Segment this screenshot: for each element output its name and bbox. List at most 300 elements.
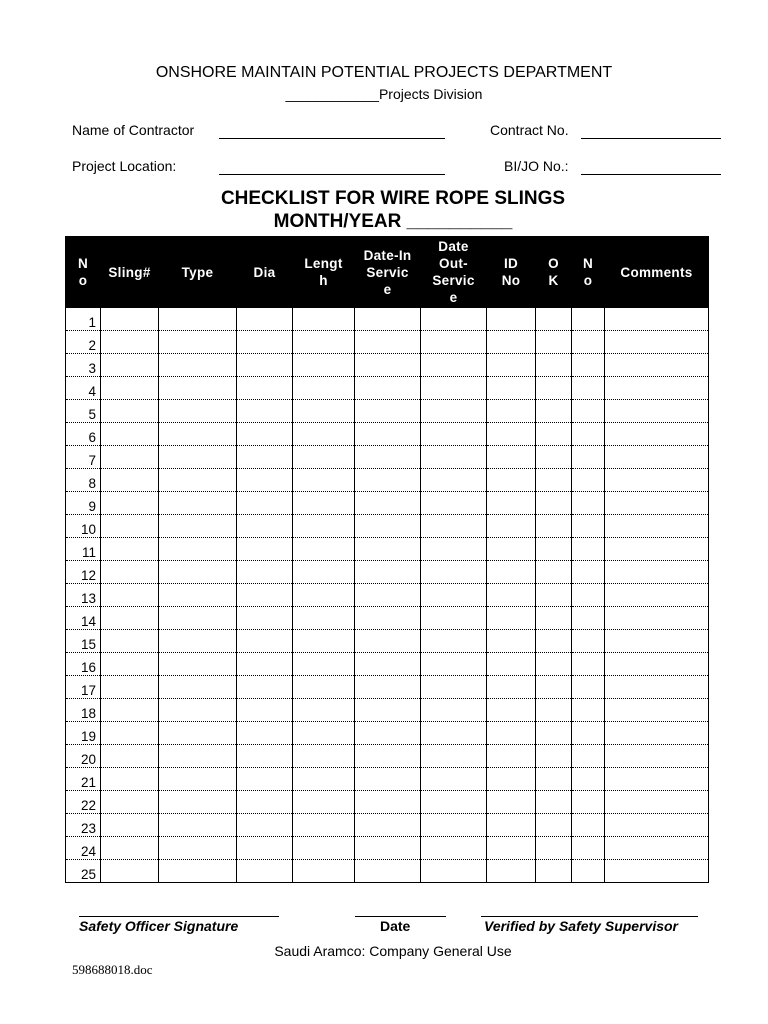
checklist-table xyxy=(65,236,709,883)
table-cell[interactable] xyxy=(536,561,572,584)
table-cell[interactable] xyxy=(159,308,237,331)
table-cell[interactable] xyxy=(293,331,355,354)
row-number: 1 xyxy=(66,308,101,331)
table-cell[interactable] xyxy=(159,630,237,653)
table-row xyxy=(66,745,709,768)
table-cell[interactable] xyxy=(572,699,605,722)
table-cell[interactable] xyxy=(487,423,536,446)
table-cell[interactable] xyxy=(572,837,605,860)
table-cell[interactable] xyxy=(487,492,536,515)
table-cell[interactable] xyxy=(536,676,572,699)
table-cell[interactable] xyxy=(421,860,487,883)
table-cell[interactable] xyxy=(487,354,536,377)
table-cell[interactable] xyxy=(293,515,355,538)
table-cell[interactable] xyxy=(536,699,572,722)
table-cell[interactable] xyxy=(159,515,237,538)
table-cell[interactable] xyxy=(536,768,572,791)
table-cell[interactable] xyxy=(159,446,237,469)
table-row xyxy=(66,331,709,354)
table-cell[interactable] xyxy=(605,745,709,768)
table-cell[interactable] xyxy=(605,814,709,837)
table-row xyxy=(66,584,709,607)
table-cell[interactable] xyxy=(572,400,605,423)
table-cell[interactable] xyxy=(572,423,605,446)
table-cell[interactable] xyxy=(101,308,159,331)
table-row xyxy=(66,607,709,630)
table-cell[interactable] xyxy=(487,676,536,699)
table-row xyxy=(66,791,709,814)
table-cell[interactable] xyxy=(487,377,536,400)
table-cell[interactable] xyxy=(237,630,293,653)
row-number: 7 xyxy=(66,446,101,469)
table-cell[interactable] xyxy=(159,814,237,837)
table-cell[interactable] xyxy=(293,699,355,722)
table-cell[interactable] xyxy=(605,377,709,400)
table-cell[interactable] xyxy=(237,745,293,768)
table-cell[interactable] xyxy=(159,492,237,515)
row-number: 21 xyxy=(66,768,101,791)
table-cell[interactable] xyxy=(536,400,572,423)
table-cell[interactable] xyxy=(572,469,605,492)
table-cell[interactable] xyxy=(536,515,572,538)
table-cell[interactable] xyxy=(355,699,421,722)
table-cell[interactable] xyxy=(293,676,355,699)
table-cell[interactable] xyxy=(237,607,293,630)
table-row xyxy=(66,630,709,653)
row-number: 8 xyxy=(66,469,101,492)
table-cell[interactable] xyxy=(605,653,709,676)
table-cell[interactable] xyxy=(355,354,421,377)
table-cell[interactable] xyxy=(293,538,355,561)
table-cell[interactable] xyxy=(237,423,293,446)
table-cell[interactable] xyxy=(101,860,159,883)
table-cell[interactable] xyxy=(572,768,605,791)
table-cell[interactable] xyxy=(159,607,237,630)
table-cell[interactable] xyxy=(237,538,293,561)
table-cell[interactable] xyxy=(159,837,237,860)
table-cell[interactable] xyxy=(572,515,605,538)
contractor-label: Name of Contractor xyxy=(72,122,195,138)
header-no: N o xyxy=(66,237,101,308)
table-cell[interactable] xyxy=(101,538,159,561)
table-cell[interactable] xyxy=(293,745,355,768)
table-cell[interactable] xyxy=(101,630,159,653)
table-cell[interactable] xyxy=(487,722,536,745)
table-body xyxy=(66,308,709,883)
table-cell[interactable] xyxy=(101,722,159,745)
table-cell[interactable] xyxy=(536,538,572,561)
table-cell[interactable] xyxy=(101,584,159,607)
table-cell[interactable] xyxy=(572,745,605,768)
table-cell[interactable] xyxy=(487,699,536,722)
table-cell[interactable] xyxy=(237,584,293,607)
table-cell[interactable] xyxy=(605,722,709,745)
table-cell[interactable] xyxy=(237,722,293,745)
table-cell[interactable] xyxy=(536,446,572,469)
table-cell[interactable] xyxy=(487,400,536,423)
table-cell[interactable] xyxy=(293,308,355,331)
table-cell[interactable] xyxy=(421,607,487,630)
table-cell[interactable] xyxy=(355,607,421,630)
table-cell[interactable] xyxy=(237,354,293,377)
table-cell[interactable] xyxy=(421,377,487,400)
table-cell[interactable] xyxy=(159,331,237,354)
table-cell[interactable] xyxy=(237,308,293,331)
table-cell[interactable] xyxy=(237,860,293,883)
table-cell[interactable] xyxy=(421,308,487,331)
table-cell[interactable] xyxy=(101,354,159,377)
table-cell[interactable] xyxy=(572,676,605,699)
table-cell[interactable] xyxy=(605,699,709,722)
row-number: 15 xyxy=(66,630,101,653)
table-cell[interactable] xyxy=(355,768,421,791)
table-cell[interactable] xyxy=(293,446,355,469)
supervisor-signature-line[interactable] xyxy=(481,916,698,917)
row-number: 13 xyxy=(66,584,101,607)
table-cell[interactable] xyxy=(487,653,536,676)
table-cell[interactable] xyxy=(355,791,421,814)
table-cell[interactable] xyxy=(487,469,536,492)
table-cell[interactable] xyxy=(572,446,605,469)
table-cell[interactable] xyxy=(293,814,355,837)
table-cell[interactable] xyxy=(293,400,355,423)
table-cell[interactable] xyxy=(421,561,487,584)
table-cell[interactable] xyxy=(421,745,487,768)
table-cell[interactable] xyxy=(536,630,572,653)
table-cell[interactable] xyxy=(421,446,487,469)
table-cell[interactable] xyxy=(101,791,159,814)
table-cell[interactable] xyxy=(421,722,487,745)
table-cell[interactable] xyxy=(536,423,572,446)
table-cell[interactable] xyxy=(536,745,572,768)
table-cell[interactable] xyxy=(572,377,605,400)
table-cell[interactable] xyxy=(605,860,709,883)
table-cell[interactable] xyxy=(487,308,536,331)
table-cell[interactable] xyxy=(159,423,237,446)
table-cell[interactable] xyxy=(487,745,536,768)
table-row xyxy=(66,446,709,469)
table-cell[interactable] xyxy=(237,768,293,791)
header-no-status: N o xyxy=(572,237,605,308)
table-cell[interactable] xyxy=(355,722,421,745)
table-cell[interactable] xyxy=(355,584,421,607)
table-cell[interactable] xyxy=(421,630,487,653)
table-cell[interactable] xyxy=(572,814,605,837)
table-cell[interactable] xyxy=(487,446,536,469)
table-cell[interactable] xyxy=(101,492,159,515)
table-cell[interactable] xyxy=(355,745,421,768)
checklist-title: CHECKLIST FOR WIRE ROPE SLINGS xyxy=(220,188,566,209)
row-number: 23 xyxy=(66,814,101,837)
row-number: 4 xyxy=(66,377,101,400)
table-row xyxy=(66,515,709,538)
table-cell[interactable] xyxy=(572,653,605,676)
table-cell[interactable] xyxy=(101,768,159,791)
table-cell[interactable] xyxy=(293,354,355,377)
table-cell[interactable] xyxy=(421,653,487,676)
row-number: 19 xyxy=(66,722,101,745)
table-cell[interactable] xyxy=(293,377,355,400)
table-cell[interactable] xyxy=(101,400,159,423)
table-cell[interactable] xyxy=(159,377,237,400)
table-cell[interactable] xyxy=(101,745,159,768)
table-cell[interactable] xyxy=(572,538,605,561)
table-cell[interactable] xyxy=(487,860,536,883)
table-cell[interactable] xyxy=(421,354,487,377)
table-row xyxy=(66,377,709,400)
table-cell[interactable] xyxy=(572,791,605,814)
table-cell[interactable] xyxy=(487,837,536,860)
table-cell[interactable] xyxy=(293,722,355,745)
table-cell[interactable] xyxy=(355,423,421,446)
table-row xyxy=(66,860,709,883)
table-cell[interactable] xyxy=(536,377,572,400)
table-cell[interactable] xyxy=(536,584,572,607)
table-cell[interactable] xyxy=(572,722,605,745)
table-cell[interactable] xyxy=(355,561,421,584)
row-number: 5 xyxy=(66,400,101,423)
table-cell[interactable] xyxy=(487,607,536,630)
table-cell[interactable] xyxy=(572,331,605,354)
table-cell[interactable] xyxy=(355,469,421,492)
table-cell[interactable] xyxy=(355,676,421,699)
table-cell[interactable] xyxy=(159,354,237,377)
table-cell[interactable] xyxy=(101,469,159,492)
table-cell[interactable] xyxy=(572,584,605,607)
table-cell[interactable] xyxy=(421,331,487,354)
table-cell[interactable] xyxy=(237,653,293,676)
table-cell[interactable] xyxy=(487,791,536,814)
table-cell[interactable] xyxy=(237,699,293,722)
table-cell[interactable] xyxy=(159,561,237,584)
row-number: 10 xyxy=(66,515,101,538)
table-cell[interactable] xyxy=(605,837,709,860)
table-cell[interactable] xyxy=(293,837,355,860)
table-cell[interactable] xyxy=(293,607,355,630)
table-cell[interactable] xyxy=(101,699,159,722)
safety-officer-signature-line[interactable] xyxy=(79,916,279,917)
table-cell[interactable] xyxy=(237,377,293,400)
table-cell[interactable] xyxy=(605,423,709,446)
table-row xyxy=(66,722,709,745)
table-cell[interactable] xyxy=(605,354,709,377)
table-cell[interactable] xyxy=(237,837,293,860)
table-cell[interactable] xyxy=(421,400,487,423)
table-cell[interactable] xyxy=(101,515,159,538)
table-cell[interactable] xyxy=(536,492,572,515)
table-cell[interactable] xyxy=(536,469,572,492)
table-cell[interactable] xyxy=(101,331,159,354)
table-cell[interactable] xyxy=(355,331,421,354)
row-number: 24 xyxy=(66,837,101,860)
table-cell[interactable] xyxy=(159,791,237,814)
department-title: ONSHORE MAINTAIN POTENTIAL PROJECTS DEPARTMENT xyxy=(155,64,613,81)
table-cell[interactable] xyxy=(421,699,487,722)
table-cell[interactable] xyxy=(293,492,355,515)
header-length: Lengt h xyxy=(293,237,355,308)
table-cell[interactable] xyxy=(101,676,159,699)
project-location-label: Project Location: xyxy=(72,158,177,174)
table-cell[interactable] xyxy=(487,331,536,354)
table-cell[interactable] xyxy=(487,584,536,607)
table-cell[interactable] xyxy=(536,308,572,331)
table-row xyxy=(66,561,709,584)
table-cell[interactable] xyxy=(421,515,487,538)
table-row xyxy=(66,423,709,446)
table-cell[interactable] xyxy=(355,814,421,837)
row-number: 9 xyxy=(66,492,101,515)
table-cell[interactable] xyxy=(355,653,421,676)
table-cell[interactable] xyxy=(421,768,487,791)
table-cell[interactable] xyxy=(421,469,487,492)
table-cell[interactable] xyxy=(101,653,159,676)
table-cell[interactable] xyxy=(293,469,355,492)
contractor-field-line[interactable] xyxy=(219,138,445,139)
table-cell[interactable] xyxy=(536,791,572,814)
table-cell[interactable] xyxy=(355,538,421,561)
contract-no-field-line[interactable] xyxy=(581,138,721,139)
table-cell[interactable] xyxy=(536,354,572,377)
table-cell[interactable] xyxy=(572,492,605,515)
month-year-title: MONTH/YEAR __________ xyxy=(273,211,513,232)
table-cell[interactable] xyxy=(421,423,487,446)
table-cell[interactable] xyxy=(421,538,487,561)
table-cell[interactable] xyxy=(237,492,293,515)
table-cell[interactable] xyxy=(605,515,709,538)
table-cell[interactable] xyxy=(159,745,237,768)
table-cell[interactable] xyxy=(101,607,159,630)
table-cell[interactable] xyxy=(605,607,709,630)
table-cell[interactable] xyxy=(605,446,709,469)
table-cell[interactable] xyxy=(159,860,237,883)
table-cell[interactable] xyxy=(355,492,421,515)
table-cell[interactable] xyxy=(237,791,293,814)
table-cell[interactable] xyxy=(605,768,709,791)
table-cell[interactable] xyxy=(101,814,159,837)
table-cell[interactable] xyxy=(605,630,709,653)
table-row xyxy=(66,814,709,837)
table-cell[interactable] xyxy=(605,676,709,699)
table-cell[interactable] xyxy=(487,515,536,538)
table-cell[interactable] xyxy=(237,515,293,538)
table-cell[interactable] xyxy=(572,860,605,883)
table-cell[interactable] xyxy=(293,791,355,814)
bijo-no-field-line[interactable] xyxy=(581,174,721,175)
table-cell[interactable] xyxy=(605,492,709,515)
row-number: 11 xyxy=(66,538,101,561)
table-cell[interactable] xyxy=(536,653,572,676)
table-cell[interactable] xyxy=(536,860,572,883)
table-cell[interactable] xyxy=(159,400,237,423)
table-cell[interactable] xyxy=(237,446,293,469)
safety-officer-signature-label: Safety Officer Signature xyxy=(79,918,239,934)
table-cell[interactable] xyxy=(159,538,237,561)
table-cell[interactable] xyxy=(605,584,709,607)
table-cell[interactable] xyxy=(605,400,709,423)
table-cell[interactable] xyxy=(355,837,421,860)
table-cell[interactable] xyxy=(237,814,293,837)
table-cell[interactable] xyxy=(101,837,159,860)
table-cell[interactable] xyxy=(159,676,237,699)
table-cell[interactable] xyxy=(237,400,293,423)
table-cell[interactable] xyxy=(237,331,293,354)
header-comments: Comments xyxy=(605,237,709,308)
table-cell[interactable] xyxy=(487,561,536,584)
table-cell[interactable] xyxy=(101,446,159,469)
table-cell[interactable] xyxy=(421,584,487,607)
row-number: 16 xyxy=(66,653,101,676)
table-cell[interactable] xyxy=(572,308,605,331)
table-cell[interactable] xyxy=(293,423,355,446)
table-cell[interactable] xyxy=(293,768,355,791)
table-cell[interactable] xyxy=(101,423,159,446)
table-cell[interactable] xyxy=(421,676,487,699)
table-cell[interactable] xyxy=(237,469,293,492)
table-cell[interactable] xyxy=(293,860,355,883)
table-cell[interactable] xyxy=(536,837,572,860)
date-signature-line[interactable] xyxy=(355,916,446,917)
table-cell[interactable] xyxy=(487,630,536,653)
table-cell[interactable] xyxy=(159,722,237,745)
project-location-field-line[interactable] xyxy=(219,174,445,175)
table-cell[interactable] xyxy=(605,469,709,492)
table-cell[interactable] xyxy=(159,469,237,492)
table-cell[interactable] xyxy=(536,722,572,745)
row-number: 3 xyxy=(66,354,101,377)
table-cell[interactable] xyxy=(159,699,237,722)
table-cell[interactable] xyxy=(421,814,487,837)
table-cell[interactable] xyxy=(101,377,159,400)
table-cell[interactable] xyxy=(101,561,159,584)
table-cell[interactable] xyxy=(159,768,237,791)
table-cell[interactable] xyxy=(605,538,709,561)
table-cell[interactable] xyxy=(421,492,487,515)
table-cell[interactable] xyxy=(293,630,355,653)
table-cell[interactable] xyxy=(572,561,605,584)
table-cell[interactable] xyxy=(237,676,293,699)
table-cell[interactable] xyxy=(237,561,293,584)
table-cell[interactable] xyxy=(572,630,605,653)
table-cell[interactable] xyxy=(605,561,709,584)
table-cell[interactable] xyxy=(487,814,536,837)
table-cell[interactable] xyxy=(355,860,421,883)
table-cell[interactable] xyxy=(355,400,421,423)
table-cell[interactable] xyxy=(421,837,487,860)
table-cell[interactable] xyxy=(572,607,605,630)
table-cell[interactable] xyxy=(355,377,421,400)
table-cell[interactable] xyxy=(159,584,237,607)
table-cell[interactable] xyxy=(355,308,421,331)
table-cell[interactable] xyxy=(355,515,421,538)
table-cell[interactable] xyxy=(293,584,355,607)
table-cell[interactable] xyxy=(487,538,536,561)
table-cell[interactable] xyxy=(536,607,572,630)
table-cell[interactable] xyxy=(605,791,709,814)
table-cell[interactable] xyxy=(159,653,237,676)
table-cell[interactable] xyxy=(605,308,709,331)
table-cell[interactable] xyxy=(421,791,487,814)
table-cell[interactable] xyxy=(355,446,421,469)
table-cell[interactable] xyxy=(536,814,572,837)
table-row xyxy=(66,469,709,492)
table-cell[interactable] xyxy=(355,630,421,653)
table-cell[interactable] xyxy=(572,354,605,377)
table-cell[interactable] xyxy=(605,331,709,354)
table-cell[interactable] xyxy=(293,653,355,676)
table-cell[interactable] xyxy=(293,561,355,584)
table-cell[interactable] xyxy=(536,331,572,354)
table-cell[interactable] xyxy=(487,768,536,791)
